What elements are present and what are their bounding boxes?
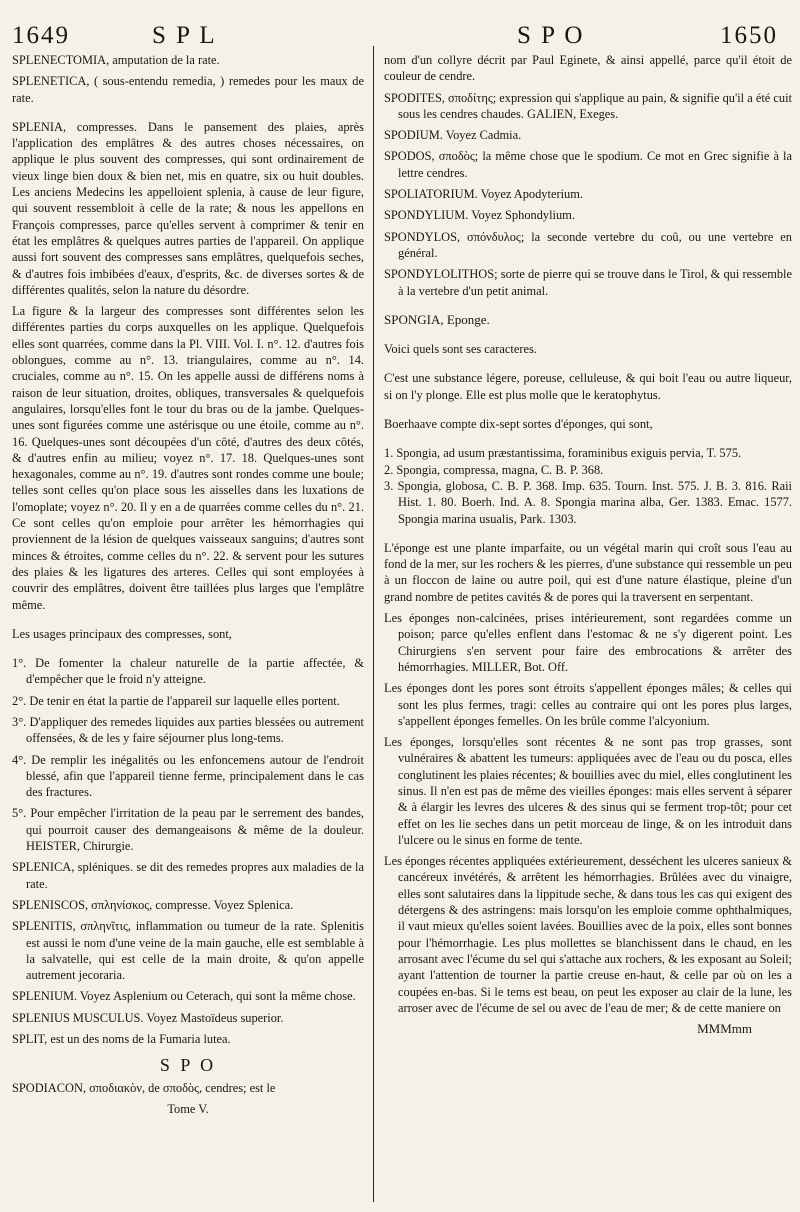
- usage-item-4: 4°. De remplir les inégalités ou les enfoncemens autour de l'endroit blessé, afin que l'appareil tienne ferme, principalement dans le cas des fractures.: [12, 752, 364, 800]
- paragraph-eponges-exterieurement: Les éponges récentes appliquées extérieurement, desséchent les ulceres sanieux & cancéreux invétérés, & arrêtent les hémorrhagies. Brûlées avec du vinaigre, elles sont salutaires dans la lippitude seche, & dans tous les cas qui exigent des détergens & des astringens: mais lorsqu'on les emploie comme ophthalmiques, il vaut mieux qu'elles soient lavées. Bouillies avec de la poix, elles sont bonnes pour l'hémorrhagie. Les plus mollettes se blanchissent dans le chaud, en les arrosant avec l'écume du sel qui s'attache aux rochers, & les exposant au Soleil; ayant l'attention de tourner la partie creuse en-haut, & celle par où on les a coupées en-bas. Si le tems est beau, on peut les exposer au clair de la lune, les arroser avec de l'écume de sel ou avec de l'eau de mer; & de cette maniere on: [384, 854, 792, 1015]
- running-head-right: S P O: [517, 22, 585, 49]
- running-head-left: S P L: [152, 22, 217, 49]
- usage-item-5: 5°. Pour empêcher l'irritation de la peau par le serrement des bandes, qui pourroit causer des demangeaisons & même de la douleur. HEISTER, Chirurgie.: [12, 806, 364, 854]
- entry-spoliatorium: SPOLIATORIUM. Voyez Apodyterium.: [384, 187, 583, 202]
- entry-spodites: SPODITES, σποδίτης; expression qui s'applique au pain, & signifie qu'il a été cuit sous les cendres chaudes. GALIEN, Exeges.: [384, 90, 792, 121]
- entry-splenetica: SPLENETICA, ( sous-entendu remedia, ) remedes pour les maux de rate.: [12, 74, 364, 105]
- usage-item-2: 2°. De tenir en état la partie de l'appareil sur laquelle elles portent.: [12, 693, 340, 708]
- entry-spondylolithos: SPONDYLOLITHOS; sorte de pierre qui se trouve dans le Tirol, & qui ressemble à la vertebre d'un petit animal.: [384, 267, 792, 298]
- species-item-3: 3. Spongia, globosa, C. B. P. 368. Imp. 635. Tourn. Inst. 575. J. B. 3. 816. Raii Hist. 1. 80. Boerh. Ind. A. 8. Spongia marina alba, Ger. 1383. Emac. 1577. Spongia marina usualis, Park. 1303.: [384, 478, 792, 526]
- page-number-left: 1649: [12, 22, 70, 49]
- column-right: [384, 52, 792, 1202]
- entry-spondylos: SPONDYLOS, σπόνδυλος; la seconde vertebre du coû, ou une vertebre en général.: [384, 229, 792, 260]
- paragraph-eponges-males: Les éponges dont les pores sont étroits s'appellent éponges mâles; & celles qui sont les plus fermes, tragi: celles au contraire qui ont les pores plus larges, s'appellent éponges femelles. On les brûle comme l'alcyonium.: [384, 681, 792, 728]
- entry-splenica: SPLENICA, spléniques. se dit des remedes propres aux maladies de la rate.: [12, 860, 364, 891]
- paragraph-usages-intro: Les usages principaux des compresses, sont,: [12, 626, 232, 641]
- entry-split: SPLIT, est un des noms de la Fumaria lutea.: [12, 1032, 231, 1047]
- species-item-2: 2. Spongia, compressa, magna, C. B. P. 368.: [384, 462, 604, 477]
- entry-splenium: SPLENIUM. Voyez Asplenium ou Ceterach, qui sont la même chose.: [12, 989, 356, 1004]
- paragraph-boerhaave: Boerhaave compte dix-sept sortes d'éponges, qui sont,: [384, 417, 653, 432]
- entry-spleniscos: SPLENISCOS, σπληνίσκος, compresse. Voyez Splenica.: [12, 897, 294, 912]
- paragraph-compresses-figure: La figure & la largeur des compresses sont différentes selon les différentes parties du corps auxquelles on les applique. Quelquefois elles sont quarrées, comme dans la Pl. VIII. Vol. I. n°. 12. d'autres fois oblongues, comme au n°. 13. triangulaires, comme au n°. 14. cruciales, comme au n°. 15. On les appelle aussi de différens noms à raison de leur situation, droites, obliques, transversales & quelquefois angulaires, lorsqu'elles font le tour du bras ou de la jambe. Quelques-unes sont figurées comme une astérisque ou une étoile, comme au n°. 16. Quelques-unes sont découpées d'un côté, d'autres des deux côtés, & d'autres enfin au milieu; voyez n°. 17. 18. Quelques-unes sont hexagonales, comme au n°. 19. d'autres sont rondes comme une boule; telles sont celles qu'on place sous les aisselles dans les luxations de l'omoplate; voyez n°. 20. Il y en a de quarrées comme celles du n°. 21. Ce sont celles qu'on emploie pour arrêter les hémorrhagies qui proviennent de la lésion de quelques vaisseaux sanguins; d'autres sont minces & étroites, comme celles du n°. 22. & servent pour les sutures des plaies & les ligatures des arteres. Celles qui sont employées à couvrir des emplâtres, doivent être taillées plus larges que l'emplâtre même.: [12, 304, 364, 612]
- paragraph-eponges-recentes: Les éponges, lorsqu'elles sont récentes & ne sont pas trop grasses, sont vulnéraires & abattent les tumeurs: appliquées avec de l'eau ou du posca, elles conglutinent les plaies récentes; & bouillies avec du miel, elles conglutinent les sinus. Il n'en est pas de même des vieilles éponges: mais elles servent à séparer & à élargir les levres des ulceres & des sinus qui se ferment trop-tôt; pour cet effet on les lie seches dans un petit morceau de linge, & on les introduit dans l'ulcere ou le sinus en forme de tente.: [384, 735, 792, 847]
- column-left: [12, 52, 364, 1202]
- entry-splenia: SPLENIA, compresses. Dans le pansement des plaies, après l'application des emplâtres & des autres choses nécessaires, on applique le plus souvent des compresses, qui sont ordinairement de vieux linge bien doux & bien net, mis en quatre, six ou huit doubles. Les anciens Medecins les appelloient splenia, à cause de leur figure, qui souvent ressembloit à celle de la rate; & nous les appellons en François compresses, parce qu'elles servent à comprimer & tenir en état les emplâtres & quelques autres parties de l'appareil. On applique aussi fort souvent des compresses sans emplâtres, quelquefois seches, & d'autres fois imbibées d'eaux, d'esprits, &c. de diverses sortes & de différentes qualités, selon la nature du désordre.: [12, 119, 364, 297]
- entry-spondylium: SPONDYLIUM. Voyez Sphondylium.: [384, 208, 575, 223]
- running-header: [12, 22, 792, 56]
- entry-spodium: SPODIUM. Voyez Cadmia.: [384, 128, 522, 143]
- entry-splenectomia: SPLENECTOMIA, amputation de la rate.: [12, 53, 220, 67]
- entry-splenius-musculus: SPLENIUS MUSCULUS. Voyez Mastoïdeus superior.: [12, 1010, 284, 1025]
- usage-item-3: 3°. D'appliquer des remedes liquides aux parties blessées ou autrement offensées, & de les y faire séjourner plus long-tems.: [12, 714, 364, 746]
- volume-footer: Tome V.: [167, 1101, 209, 1116]
- paragraph-substance: C'est une substance légere, poreuse, celluleuse, & qui boit l'eau ou autre liqueur, si on l'y plonge. Elle est plus molle que le keratophytus.: [384, 371, 792, 402]
- entry-spodos: SPODOS, σποδὸς; la même chose que le spodium. Ce mot en Grec signifie à la lettre cendres.: [384, 149, 792, 180]
- paragraph-eponge-plante: L'éponge est une plante imparfaite, ou un végétal marin qui croît sous l'eau au fond de la mer, sur les rochers & les pierres, d'une substance qui ressemble un peu à un floccon de laine ou autre poil, qui est d'une nature élastique, pleine d'un grand nombre de petites cavités & de pores qui la traversent en serpentant.: [384, 540, 792, 604]
- usage-item-1: 1°. De fomenter la chaleur naturelle de la partie affectée, & d'empêcher que le froid n'y atteigne.: [12, 656, 364, 687]
- paragraph-caracteres: Voici quels sont ses caracteres.: [384, 342, 537, 357]
- signature-mark: MMMmm: [697, 1021, 752, 1037]
- entry-spodiacon-continued: nom d'un collyre décrit par Paul Eginete, & ainsi appellé, parce qu'il étoit de couleur de cendre.: [384, 53, 792, 84]
- text-columns: [12, 52, 792, 1202]
- species-item-1: 1. Spongia, ad usum præstantissima, foraminibus exiguis pervia, T. 575.: [384, 446, 742, 461]
- paragraph-eponges-non-calcinees: Les éponges non-calcinées, prises intérieurement, sont regardées comme un poison; parce qu'elles enflent dans l'estomac & ne s'y digerent point. Les Chirurgiens s'en servent pour faire des embrocations & arrêter des hémorrhagies. MILLER, Bot. Off.: [384, 611, 792, 674]
- column-divider: [373, 46, 374, 1202]
- entry-spongia: SPONGIA, Eponge.: [384, 311, 490, 327]
- entry-splenitis: SPLENITIS, σπληνῖτις, inflammation ou tumeur de la rate. Splenitis est aussi le nom d'une veine de la main gauche, elle est semblable à la salvatelle, qui est celle de la main droite, & qu'on appelle autrement jecoraria.: [12, 919, 364, 983]
- entry-spodiacon: SPODIACON, σποδιακὸν, de σποδὸς, cendres; est le: [12, 1080, 276, 1095]
- section-heading-spo: S P O: [159, 1055, 217, 1076]
- page-number-right: 1650: [720, 22, 778, 49]
